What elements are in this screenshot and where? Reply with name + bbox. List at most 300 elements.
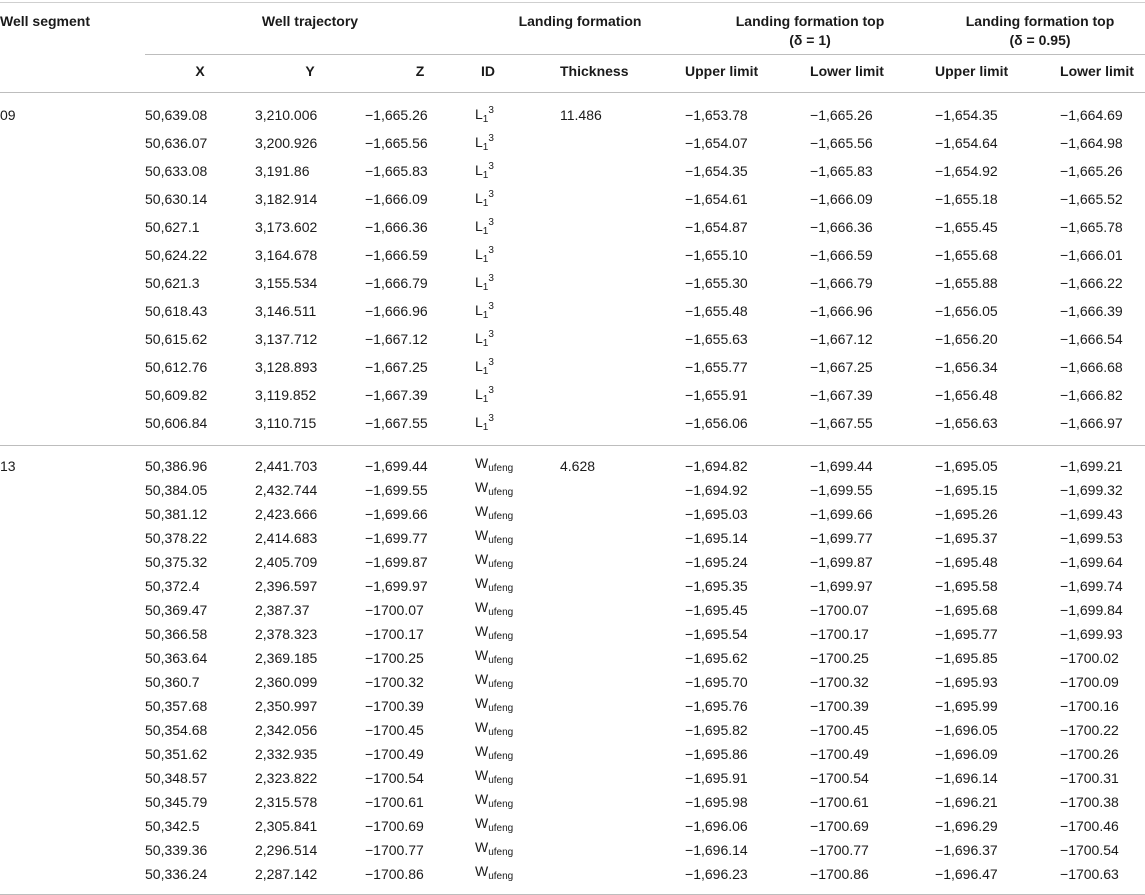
cell-segment [0,213,145,241]
cell-x: 50,618.43 [145,302,208,319]
table-row [0,862,1145,886]
cell-y: 2,432.744 [255,481,318,498]
cell-upper-1: −1,695.03 [685,505,748,522]
divider-cell [0,437,1145,446]
cell-z: −1,665.26 [365,106,428,123]
cell-thickness [560,325,685,353]
table-row [0,409,1145,437]
cell-upper-1: −1,695.24 [685,553,748,570]
cell-id [475,269,560,297]
id-sub: 1 [482,170,489,181]
cell-thickness [560,409,685,437]
cell-lower-1: −1700.07 [810,601,869,618]
id-sup: 3 [488,385,494,396]
cell-x: 50,357.68 [145,697,208,714]
id-base: W [475,815,489,831]
cell-segment: 09 [0,106,16,123]
cell-segment [0,646,145,670]
id-sub: ufeng [488,631,514,642]
cell-upper-2: −1,696.14 [935,769,998,786]
cell-y: 3,155.534 [255,274,318,291]
id-base: L [475,330,483,346]
cell-lower-1: −1,666.79 [810,274,873,291]
cell-x: 50,345.79 [145,793,208,810]
id-sub: ufeng [488,559,514,570]
cell-lower-1: −1700.86 [810,865,869,882]
cell-upper-2: −1,696.29 [935,817,998,834]
segment-divider [0,886,1145,895]
cell-upper-1: −1,655.48 [685,302,748,319]
cell-id [475,622,560,646]
id-sub: 1 [482,422,489,433]
cell-upper-2: −1,695.58 [935,577,998,594]
cell-upper-1: −1,655.63 [685,330,748,347]
cell-x: 50,612.76 [145,358,208,375]
cell-lower-2: −1,699.93 [1060,625,1123,642]
cell-segment [0,838,145,862]
table-body [0,93,1145,895]
cell-y: 2,342.056 [255,721,318,738]
cell-lower-2: −1,666.22 [1060,274,1123,291]
cell-z: −1,699.44 [365,457,428,474]
cell-upper-1: −1,695.35 [685,577,748,594]
cell-segment [0,742,145,766]
cell-lower-1: −1700.25 [810,649,869,666]
cell-segment [0,381,145,409]
cell-z: −1700.25 [365,649,424,666]
cell-x: 50,636.07 [145,134,208,151]
cell-segment [0,670,145,694]
id-sub: ufeng [488,463,514,474]
cell-thickness [560,502,685,526]
cell-x: 50,621.3 [145,274,200,291]
cell-z: −1,666.96 [365,302,428,319]
cell-upper-2: −1,655.88 [935,274,998,291]
cell-thickness [560,598,685,622]
cell-z: −1700.86 [365,865,424,882]
table-row [0,622,1145,646]
cell-y: 3,164.678 [255,246,318,263]
header-well-segment: Well segment [0,13,90,29]
cell-thickness [560,526,685,550]
cell-y: 3,210.006 [255,106,318,123]
cell-z: −1,665.83 [365,162,428,179]
cell-thickness [560,157,685,185]
cell-lower-1: −1700.39 [810,697,869,714]
cell-id [475,502,560,526]
cell-y: 2,378.323 [255,625,318,642]
cell-upper-2: −1,695.48 [935,553,998,570]
cell-upper-2: −1,654.35 [935,106,998,123]
gap-cell [0,93,1145,102]
cell-thickness [560,213,685,241]
cell-upper-1: −1,696.14 [685,841,748,858]
cell-lower-2: −1,665.78 [1060,218,1123,235]
cell-upper-2: −1,695.85 [935,649,998,666]
cell-segment [0,694,145,718]
header-well-trajectory: Well trajectory [145,3,475,55]
header-blank [0,55,145,93]
id-sup: 3 [488,105,494,116]
table-header [0,3,1145,93]
id-sup: 3 [488,217,494,228]
cell-upper-1: −1,654.35 [685,162,748,179]
id-base: W [475,599,489,615]
cell-x: 50,354.68 [145,721,208,738]
cell-y: 3,191.86 [255,162,310,179]
cell-lower-1: −1700.69 [810,817,869,834]
table-row [0,478,1145,502]
cell-lower-2: −1,664.98 [1060,134,1123,151]
cell-upper-2: −1,695.15 [935,481,998,498]
cell-lower-2: −1,666.54 [1060,330,1123,347]
id-sub: 1 [482,254,489,265]
id-sub: ufeng [488,535,514,546]
cell-upper-1: −1,695.76 [685,697,748,714]
cell-x: 50,363.64 [145,649,208,666]
id-base: L [475,386,483,402]
cell-y: 2,405.709 [255,553,318,570]
id-sub: 1 [482,282,489,293]
table-row [0,670,1145,694]
cell-upper-2: −1,654.92 [935,162,998,179]
cell-upper-1: −1,695.70 [685,673,748,690]
cell-y: 3,119.852 [255,386,317,403]
id-sub: ufeng [488,799,514,810]
table-row [0,297,1145,325]
cell-upper-2: −1,656.05 [935,302,998,319]
id-sub: 1 [482,338,489,349]
id-base: L [475,414,483,430]
cell-lower-2: −1,665.52 [1060,190,1123,207]
cell-thickness [560,622,685,646]
cell-x: 50,339.36 [145,841,208,858]
cell-upper-2: −1,656.34 [935,358,998,375]
cell-segment [0,325,145,353]
cell-lower-1: −1700.45 [810,721,869,738]
cell-x: 50,633.08 [145,162,208,179]
cell-id [475,838,560,862]
cell-lower-2: −1,699.53 [1060,529,1123,546]
cell-id [475,718,560,742]
cell-id [475,241,560,269]
cell-segment [0,353,145,381]
header-upper-1: Upper limit [685,63,759,79]
cell-x: 50,375.32 [145,553,208,570]
cell-id [475,157,560,185]
segment-gap [0,93,1145,102]
cell-upper-1: −1,655.77 [685,358,748,375]
gap-cell [0,446,1145,455]
segment-gap [0,446,1145,455]
id-sub: ufeng [488,703,514,714]
cell-id [475,129,560,157]
cell-upper-1: −1,653.78 [685,106,748,123]
table-row [0,454,1145,478]
cell-segment [0,814,145,838]
id-base: W [475,719,489,735]
cell-y: 2,323.822 [255,769,318,786]
cell-id [475,742,560,766]
cell-thickness [560,694,685,718]
cell-upper-1: −1,696.23 [685,865,748,882]
cell-y: 3,182.914 [255,190,318,207]
cell-lower-1: −1,699.44 [810,457,873,474]
cell-upper-1: −1,694.82 [685,457,748,474]
header-top-delta-095-line1: Landing formation top [965,13,1115,29]
cell-segment [0,129,145,157]
id-base: W [475,527,489,543]
cell-y: 2,414.683 [255,529,318,546]
cell-z: −1,667.39 [365,386,428,403]
table-row [0,269,1145,297]
id-base: L [475,218,483,234]
cell-upper-1: −1,694.92 [685,481,748,498]
id-base: W [475,455,489,471]
cell-id [475,646,560,670]
header-top-delta-095 [935,3,1145,55]
table-row [0,550,1145,574]
cell-id [475,574,560,598]
cell-x: 50,615.62 [145,330,208,347]
cell-x: 50,624.22 [145,246,208,263]
cell-lower-1: −1,665.56 [810,134,873,151]
cell-id [475,598,560,622]
cell-lower-1: −1,699.55 [810,481,873,498]
cell-segment [0,790,145,814]
cell-segment [0,297,145,325]
well-data-table [0,2,1145,895]
cell-thickness [560,838,685,862]
cell-lower-1: −1700.61 [810,793,869,810]
table-row [0,502,1145,526]
cell-upper-1: −1,695.14 [685,529,748,546]
cell-y: 2,350.997 [255,697,318,714]
cell-lower-1: −1,666.09 [810,190,873,207]
cell-upper-1: −1,656.06 [685,414,748,431]
id-sup: 3 [488,357,494,368]
cell-y: 2,369.185 [255,649,318,666]
cell-upper-2: −1,656.20 [935,330,998,347]
header-top-delta-095-line2: (δ = 0.95) [1009,32,1071,48]
cell-upper-2: −1,655.18 [935,190,998,207]
cell-upper-1: −1,695.54 [685,625,748,642]
cell-x: 50,378.22 [145,529,208,546]
cell-y: 3,146.511 [255,302,317,319]
cell-lower-2: −1700.09 [1060,673,1119,690]
cell-upper-2: −1,696.47 [935,865,998,882]
cell-thickness [560,862,685,886]
cell-id [475,862,560,886]
id-base: W [475,767,489,783]
cell-segment [0,185,145,213]
cell-x: 50,384.05 [145,481,208,498]
id-base: W [475,863,489,879]
table-row [0,325,1145,353]
cell-upper-1: −1,696.06 [685,817,748,834]
cell-segment: 13 [0,457,16,474]
cell-lower-2: −1700.31 [1060,769,1119,786]
cell-id [475,381,560,409]
cell-upper-2: −1,696.37 [935,841,998,858]
cell-z: −1,699.87 [365,553,428,570]
cell-lower-2: −1,699.74 [1060,577,1123,594]
cell-thickness: 11.486 [560,106,602,123]
cell-segment [0,622,145,646]
id-base: L [475,190,483,206]
cell-x: 50,366.58 [145,625,208,642]
id-sub: ufeng [488,847,514,858]
cell-upper-2: −1,696.05 [935,721,998,738]
cell-segment [0,598,145,622]
cell-upper-1: −1,654.61 [685,190,748,207]
cell-segment [0,241,145,269]
cell-x: 50,386.96 [145,457,208,474]
table-row [0,790,1145,814]
table-row [0,185,1145,213]
cell-upper-2: −1,696.21 [935,793,998,810]
cell-z: −1700.32 [365,673,424,690]
cell-x: 50,360.7 [145,673,200,690]
cell-z: −1700.54 [365,769,424,786]
cell-segment [0,409,145,437]
cell-lower-2: −1700.38 [1060,793,1119,810]
id-sub: ufeng [488,607,514,618]
id-sub: ufeng [488,511,514,522]
cell-upper-1: −1,695.91 [685,769,748,786]
cell-z: −1700.69 [365,817,424,834]
cell-lower-2: −1,699.43 [1060,505,1123,522]
cell-upper-1: −1,655.91 [685,386,748,403]
cell-upper-1: −1,654.07 [685,134,748,151]
cell-lower-2: −1700.22 [1060,721,1119,738]
cell-y: 2,387.37 [255,601,310,618]
cell-x: 50,627.1 [145,218,200,235]
cell-segment [0,718,145,742]
cell-y: 3,110.715 [255,414,317,431]
id-sub: ufeng [488,655,514,666]
cell-z: −1700.45 [365,721,424,738]
id-sub: ufeng [488,727,514,738]
table-row [0,574,1145,598]
table-row [0,814,1145,838]
cell-id [475,101,560,129]
header-y: Y [305,63,315,79]
cell-upper-2: −1,695.68 [935,601,998,618]
cell-lower-2: −1,666.39 [1060,302,1123,319]
cell-lower-1: −1,665.26 [810,106,873,123]
id-sub: ufeng [488,583,514,594]
cell-x: 50,630.14 [145,190,208,207]
id-base: L [475,302,483,318]
cell-upper-1: −1,695.82 [685,721,748,738]
cell-x: 50,609.82 [145,386,208,403]
cell-thickness [560,353,685,381]
cell-segment [0,766,145,790]
cell-lower-2: −1700.54 [1060,841,1119,858]
cell-lower-1: −1,666.96 [810,302,873,319]
cell-segment [0,862,145,886]
cell-segment [0,502,145,526]
id-base: W [475,743,489,759]
id-sub: 1 [482,142,489,153]
table-row [0,241,1145,269]
cell-id [475,454,560,478]
id-base: W [475,623,489,639]
cell-upper-2: −1,655.45 [935,218,998,235]
cell-lower-2: −1,699.32 [1060,481,1123,498]
cell-id [475,790,560,814]
cell-z: −1,667.12 [365,330,428,347]
cell-y: 3,137.712 [255,330,318,347]
cell-y: 2,287.142 [255,865,318,882]
cell-z: −1700.17 [365,625,424,642]
cell-upper-1: −1,655.10 [685,246,748,263]
cell-id [475,694,560,718]
cell-segment [0,157,145,185]
cell-id [475,550,560,574]
cell-z: −1700.77 [365,841,424,858]
cell-thickness [560,814,685,838]
cell-z: −1,667.55 [365,414,428,431]
id-sup: 3 [488,161,494,172]
cell-z: −1700.07 [365,601,424,618]
header-lower-2: Lower limit [1060,63,1134,79]
header-id: ID [481,63,495,79]
cell-lower-2: −1700.02 [1060,649,1119,666]
segment-divider [0,437,1145,446]
header-landing-formation: Landing formation [475,3,685,55]
cell-id [475,814,560,838]
cell-z: −1700.49 [365,745,424,762]
id-sub: 1 [482,114,489,125]
cell-thickness [560,550,685,574]
table-row [0,742,1145,766]
id-base: W [475,479,489,495]
cell-y: 2,396.597 [255,577,318,594]
cell-upper-1: −1,655.30 [685,274,748,291]
cell-upper-2: −1,655.68 [935,246,998,263]
cell-upper-2: −1,695.26 [935,505,998,522]
cell-upper-1: −1,695.62 [685,649,748,666]
cell-lower-1: −1700.17 [810,625,869,642]
header-top-delta-1-line2: (δ = 1) [789,32,831,48]
cell-lower-2: −1,699.64 [1060,553,1123,570]
cell-thickness [560,766,685,790]
cell-upper-2: −1,656.48 [935,386,998,403]
cell-y: 3,173.602 [255,218,318,235]
cell-upper-1: −1,695.45 [685,601,748,618]
cell-y: 2,296.514 [255,841,318,858]
id-base: W [475,575,489,591]
cell-y: 3,128.893 [255,358,318,375]
cell-x: 50,351.62 [145,745,208,762]
cell-lower-2: −1,664.69 [1060,106,1123,123]
cell-segment [0,478,145,502]
cell-z: −1,666.79 [365,274,428,291]
cell-id [475,478,560,502]
id-base: W [475,671,489,687]
cell-upper-2: −1,695.77 [935,625,998,642]
cell-y: 2,360.099 [255,673,318,690]
cell-z: −1,699.55 [365,481,428,498]
cell-lower-1: −1,666.36 [810,218,873,235]
cell-lower-1: −1,699.77 [810,529,873,546]
cell-lower-2: −1,666.01 [1060,246,1123,263]
cell-segment [0,574,145,598]
cell-lower-1: −1,667.25 [810,358,873,375]
id-base: L [475,134,483,150]
